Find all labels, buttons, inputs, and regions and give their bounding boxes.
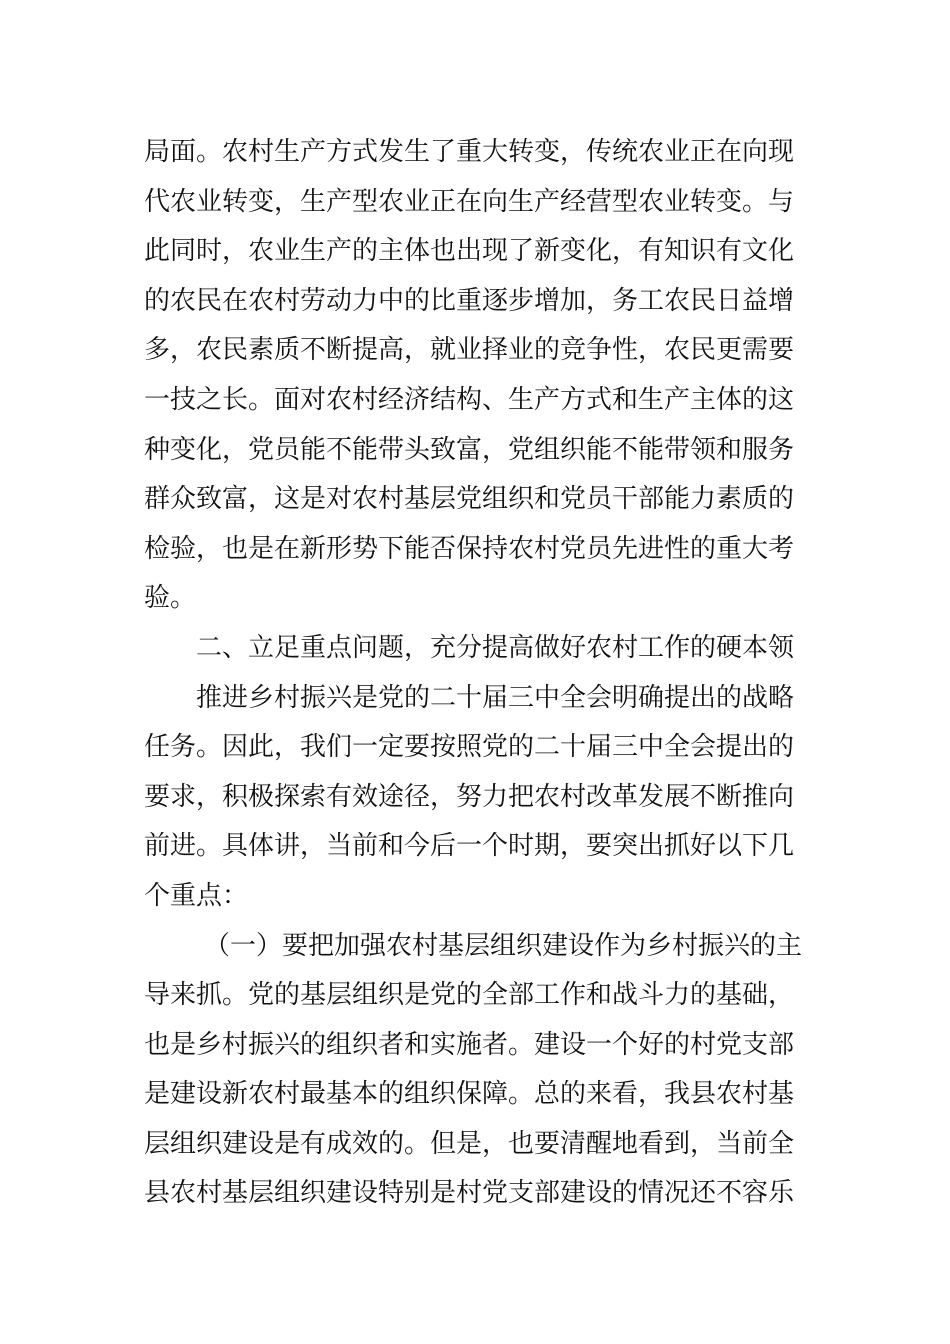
text-line: 检验，也是在新形势下能否保持农村党员先进性的重大考	[144, 533, 795, 564]
text-line: 层组织建设是有成效的。但是，也要清醒地看到，当前全	[144, 1128, 795, 1159]
body-text	[144, 128, 808, 1219]
text-line: 群众致富，这是对农村基层党组织和党员干部能力素质的	[144, 484, 795, 515]
text-line: 一技之长。面对农村经济结构、生产方式和生产主体的这	[144, 384, 795, 415]
text-line: 此同时，农业生产的主体也出现了新变化，有知识有文化	[144, 236, 795, 267]
text-line: 代农业转变，生产型农业正在向生产经营型农业转变。与	[144, 186, 795, 217]
section-heading: 二、立足重点问题，充分提高做好农村工作的硬本领	[196, 632, 795, 663]
text-line: 导来抓。党的基层组织是党的全部工作和战斗力的基础，	[144, 980, 795, 1011]
text-line: 多，农民素质不断提高，就业择业的竞争性，农民更需要	[144, 335, 795, 366]
text-line: 是建设新农村最基本的组织保障。总的来看，我县农村基	[144, 1079, 795, 1110]
paragraph-start: （一）要把加强农村基层组织建设作为乡村振兴的主	[204, 930, 803, 961]
text-line: 县农村基层组织建设特别是村党支部建设的情况还不容乐	[144, 1178, 795, 1209]
text-line: 的农民在农村劳动力中的比重逐步增加，务工农民日益增	[144, 285, 795, 316]
text-line: 要求，积极探索有效途径，努力把农村改革发展不断推向	[144, 781, 795, 812]
paragraph-start: 推进乡村振兴是党的二十届三中全会明确提出的战略	[196, 682, 795, 713]
text-line: 前进。具体讲，当前和今后一个时期，要突出抓好以下几	[144, 831, 795, 862]
text-line: 局面。农村生产方式发生了重大转变，传统农业正在向现	[144, 137, 795, 167]
text-line: 种变化，党员能不能带头致富，党组织能不能带领和服务	[144, 434, 795, 465]
text-line: 也是乡村振兴的组织者和实施者。建设一个好的村党支部	[144, 1029, 795, 1060]
text-line: 个重点：	[144, 880, 249, 911]
text-line: 验。	[144, 583, 197, 614]
text-line: 任务。因此，我们一定要按照党的二十届三中全会提出的	[144, 732, 795, 763]
